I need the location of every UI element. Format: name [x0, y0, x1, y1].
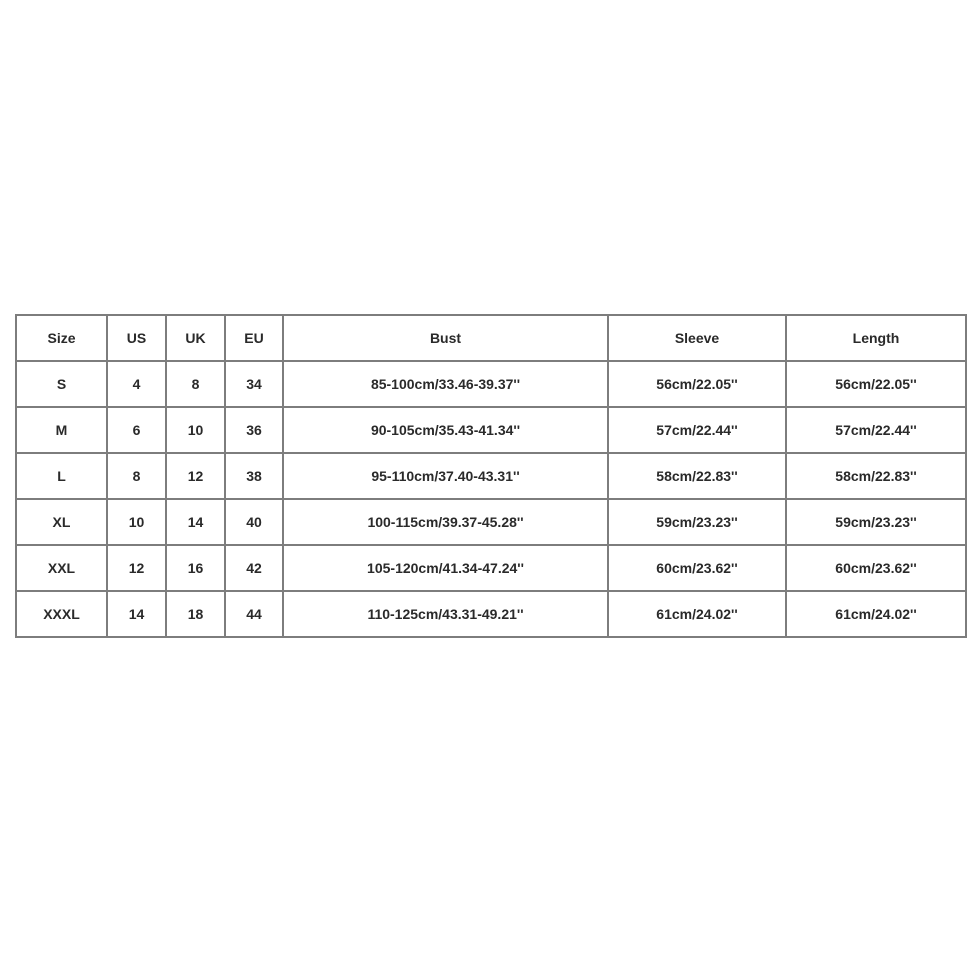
- cell-length: 59cm/23.23'': [786, 499, 966, 545]
- cell-eu: 42: [225, 545, 283, 591]
- cell-size: L: [16, 453, 107, 499]
- cell-us: 14: [107, 591, 166, 637]
- cell-size: XXL: [16, 545, 107, 591]
- header-us: US: [107, 315, 166, 361]
- cell-sleeve: 56cm/22.05'': [608, 361, 786, 407]
- cell-length: 61cm/24.02'': [786, 591, 966, 637]
- cell-bust: 85-100cm/33.46-39.37'': [283, 361, 608, 407]
- cell-sleeve: 57cm/22.44'': [608, 407, 786, 453]
- table-row: [16, 591, 966, 637]
- cell-uk: 16: [166, 545, 225, 591]
- cell-us: 12: [107, 545, 166, 591]
- table-body: [16, 361, 966, 637]
- table-row: [16, 499, 966, 545]
- cell-eu: 36: [225, 407, 283, 453]
- cell-bust: 90-105cm/35.43-41.34'': [283, 407, 608, 453]
- size-table: [15, 314, 967, 638]
- size-chart: [15, 314, 965, 638]
- cell-us: 4: [107, 361, 166, 407]
- cell-length: 58cm/22.83'': [786, 453, 966, 499]
- cell-eu: 38: [225, 453, 283, 499]
- table-row: [16, 407, 966, 453]
- cell-uk: 18: [166, 591, 225, 637]
- cell-us: 10: [107, 499, 166, 545]
- cell-sleeve: 60cm/23.62'': [608, 545, 786, 591]
- header-eu: EU: [225, 315, 283, 361]
- cell-size: M: [16, 407, 107, 453]
- cell-sleeve: 61cm/24.02'': [608, 591, 786, 637]
- cell-size: XL: [16, 499, 107, 545]
- cell-sleeve: 58cm/22.83'': [608, 453, 786, 499]
- table-row: [16, 361, 966, 407]
- cell-uk: 8: [166, 361, 225, 407]
- table-row: [16, 545, 966, 591]
- cell-uk: 12: [166, 453, 225, 499]
- cell-eu: 40: [225, 499, 283, 545]
- cell-uk: 14: [166, 499, 225, 545]
- cell-size: S: [16, 361, 107, 407]
- cell-eu: 44: [225, 591, 283, 637]
- cell-uk: 10: [166, 407, 225, 453]
- cell-us: 6: [107, 407, 166, 453]
- cell-bust: 105-120cm/41.34-47.24'': [283, 545, 608, 591]
- header-row: [16, 315, 966, 361]
- header-sleeve: Sleeve: [608, 315, 786, 361]
- header-size: Size: [16, 315, 107, 361]
- cell-us: 8: [107, 453, 166, 499]
- header-bust: Bust: [283, 315, 608, 361]
- header-uk: UK: [166, 315, 225, 361]
- cell-length: 56cm/22.05'': [786, 361, 966, 407]
- cell-sleeve: 59cm/23.23'': [608, 499, 786, 545]
- cell-bust: 110-125cm/43.31-49.21'': [283, 591, 608, 637]
- table-header: [16, 315, 966, 361]
- cell-length: 57cm/22.44'': [786, 407, 966, 453]
- cell-length: 60cm/23.62'': [786, 545, 966, 591]
- header-length: Length: [786, 315, 966, 361]
- cell-size: XXXL: [16, 591, 107, 637]
- cell-bust: 95-110cm/37.40-43.31'': [283, 453, 608, 499]
- cell-bust: 100-115cm/39.37-45.28'': [283, 499, 608, 545]
- table-row: [16, 453, 966, 499]
- cell-eu: 34: [225, 361, 283, 407]
